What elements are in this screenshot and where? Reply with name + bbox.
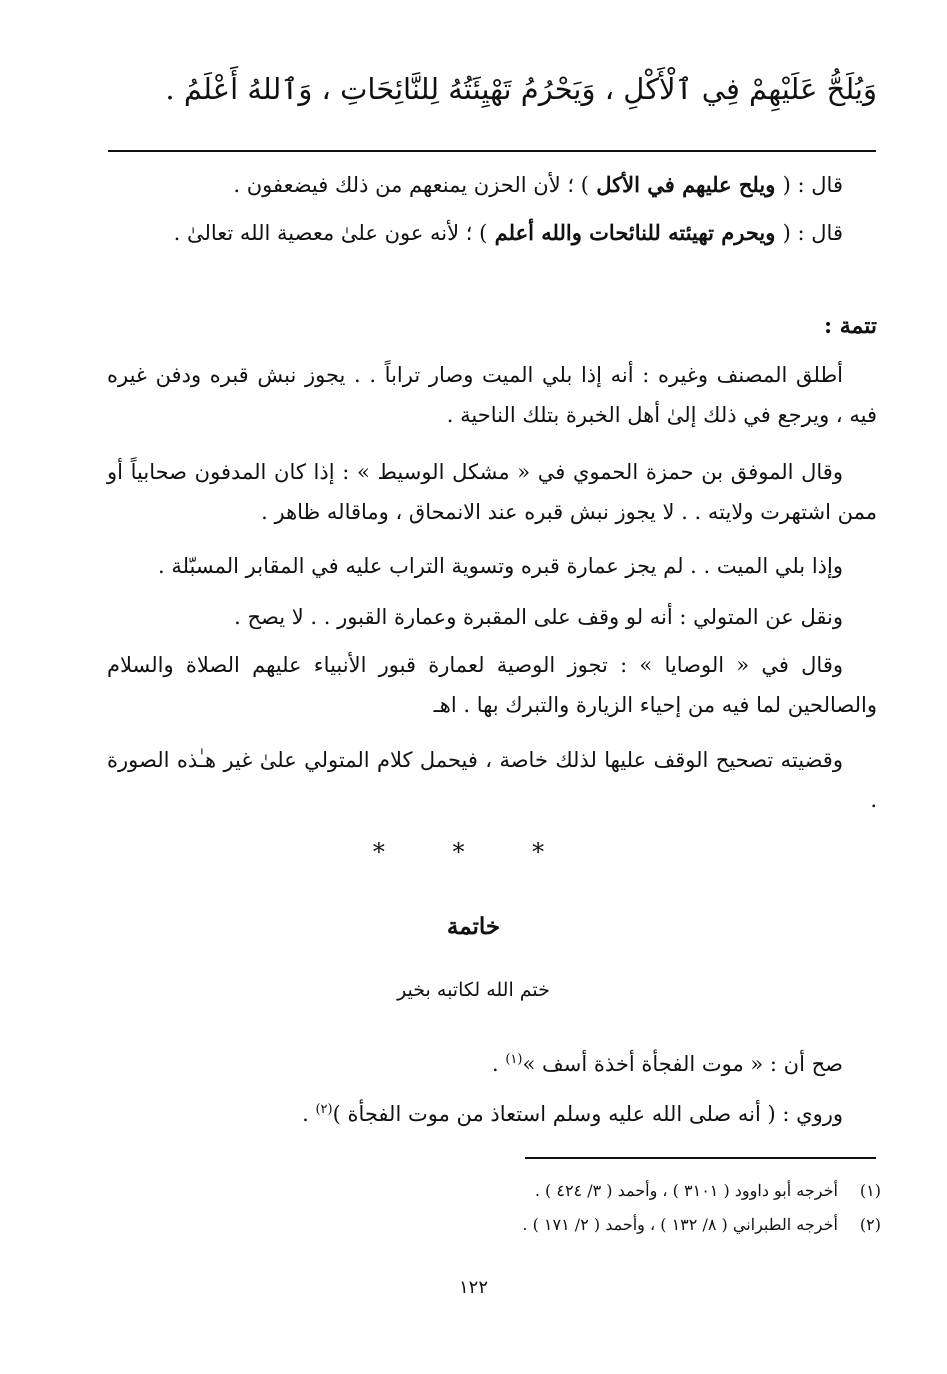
commentary-explanation: ) ؛ لأن الحزن يمنعهم من ذلك فيضعفون . xyxy=(233,173,589,197)
footnote-2 xyxy=(522,1215,881,1234)
commentary-quoted-text: ويلح عليهم في الأكل xyxy=(588,172,783,197)
footnote-number: (١) xyxy=(859,1181,881,1200)
commentary-line-1 xyxy=(233,172,843,197)
hadith-end: . xyxy=(491,1052,506,1076)
section-separator: * * * xyxy=(372,838,575,866)
footnote-number: (٢) xyxy=(859,1215,881,1234)
footnote-text: أخرجه أبو داوود ( ٣١٠١ ) ، وأحمد ( ٣/ ٤٢٤ ) . xyxy=(534,1181,838,1200)
tatimma-paragraph: ونقل عن المتولي : أنه لو وقف على المقبرة وعمارة القبور . . لا يصح . xyxy=(234,605,843,629)
footnote-1 xyxy=(535,1181,881,1200)
commentary-prefix: قال : ( xyxy=(782,221,843,245)
tatimma-heading: تتمة : xyxy=(823,313,877,339)
tatimma-paragraph: وقال في « الوصايا » : تجوز الوصية لعمارة قبور الأنبياء عليهم الصلاة والسلام والصالحين لما فيه من إحياء الزيارة والتبرك بها . اهـ xyxy=(107,653,877,717)
page-number: ١٢٢ xyxy=(458,1277,488,1298)
tatimma-paragraph: وقال الموفق بن حمزة الحموي في « مشكل الوسيط » : إذا كان المدفون صحابياً أو ممن اشتهرت ولايته . . لا يجوز نبش قبره عند الانمحاق ، وماقاله ظاهر . xyxy=(107,460,877,524)
hadith-line-2 xyxy=(302,1102,843,1126)
hadith-text: صح أن : « موت الفجأة أخذة أسف » xyxy=(522,1052,843,1076)
commentary-quoted-text: ويحرم تهيئته للنائحات والله أعلم xyxy=(487,220,783,245)
khatima-subheading: ختم الله لكاتبه بخير xyxy=(397,979,550,1001)
commentary-explanation: ) ؛ لأنه عون علىٰ معصية الله تعالىٰ . xyxy=(173,221,488,245)
matn-text: وَيُلَحُّ عَلَيْهِمْ فِي ٱلْأَكْلِ ، وَيَحْرُمُ تَهْيِئَتُهُ لِلنَّائِحَاتِ ، وَٱللهُ أَعْلَمُ . xyxy=(165,72,877,106)
commentary-line-2 xyxy=(174,220,843,245)
tatimma-paragraph: أطلق المصنف وغيره : أنه إذا بلي الميت وصار تراباً . . يجوز نبش قبره ودفن غيره فيه ، ويرجع في ذلك إلىٰ أهل الخبرة بتلك الناحية . xyxy=(107,363,877,427)
hadith-line-1 xyxy=(492,1052,843,1076)
footnote-ref: (٢) xyxy=(315,1102,333,1117)
hadith-text: وروي : ( أنه صلى الله عليه وسلم استعاذ من موت الفجأة ) xyxy=(332,1102,843,1126)
footnote-ref: (١) xyxy=(505,1052,523,1067)
matn-divider xyxy=(108,150,876,152)
footnote-text: أخرجه الطبراني ( ٨/ ١٣٢ ) ، وأحمد ( ٢/ ١٧١ ) . xyxy=(522,1215,838,1234)
khatima-heading: خاتمة xyxy=(446,913,501,940)
tatimma-paragraph: وإذا بلي الميت . . لم يجز عمارة قبره وتسوية التراب عليه في المقابر المسبّلة . xyxy=(157,554,843,578)
footnote-divider xyxy=(525,1157,876,1159)
hadith-end: . xyxy=(302,1102,316,1126)
commentary-prefix: قال : ( xyxy=(782,173,843,197)
tatimma-paragraph: وقضيته تصحيح الوقف عليها لذلك خاصة ، فيحمل كلام المتولي علىٰ غير هـٰذه الصورة . xyxy=(107,748,877,812)
